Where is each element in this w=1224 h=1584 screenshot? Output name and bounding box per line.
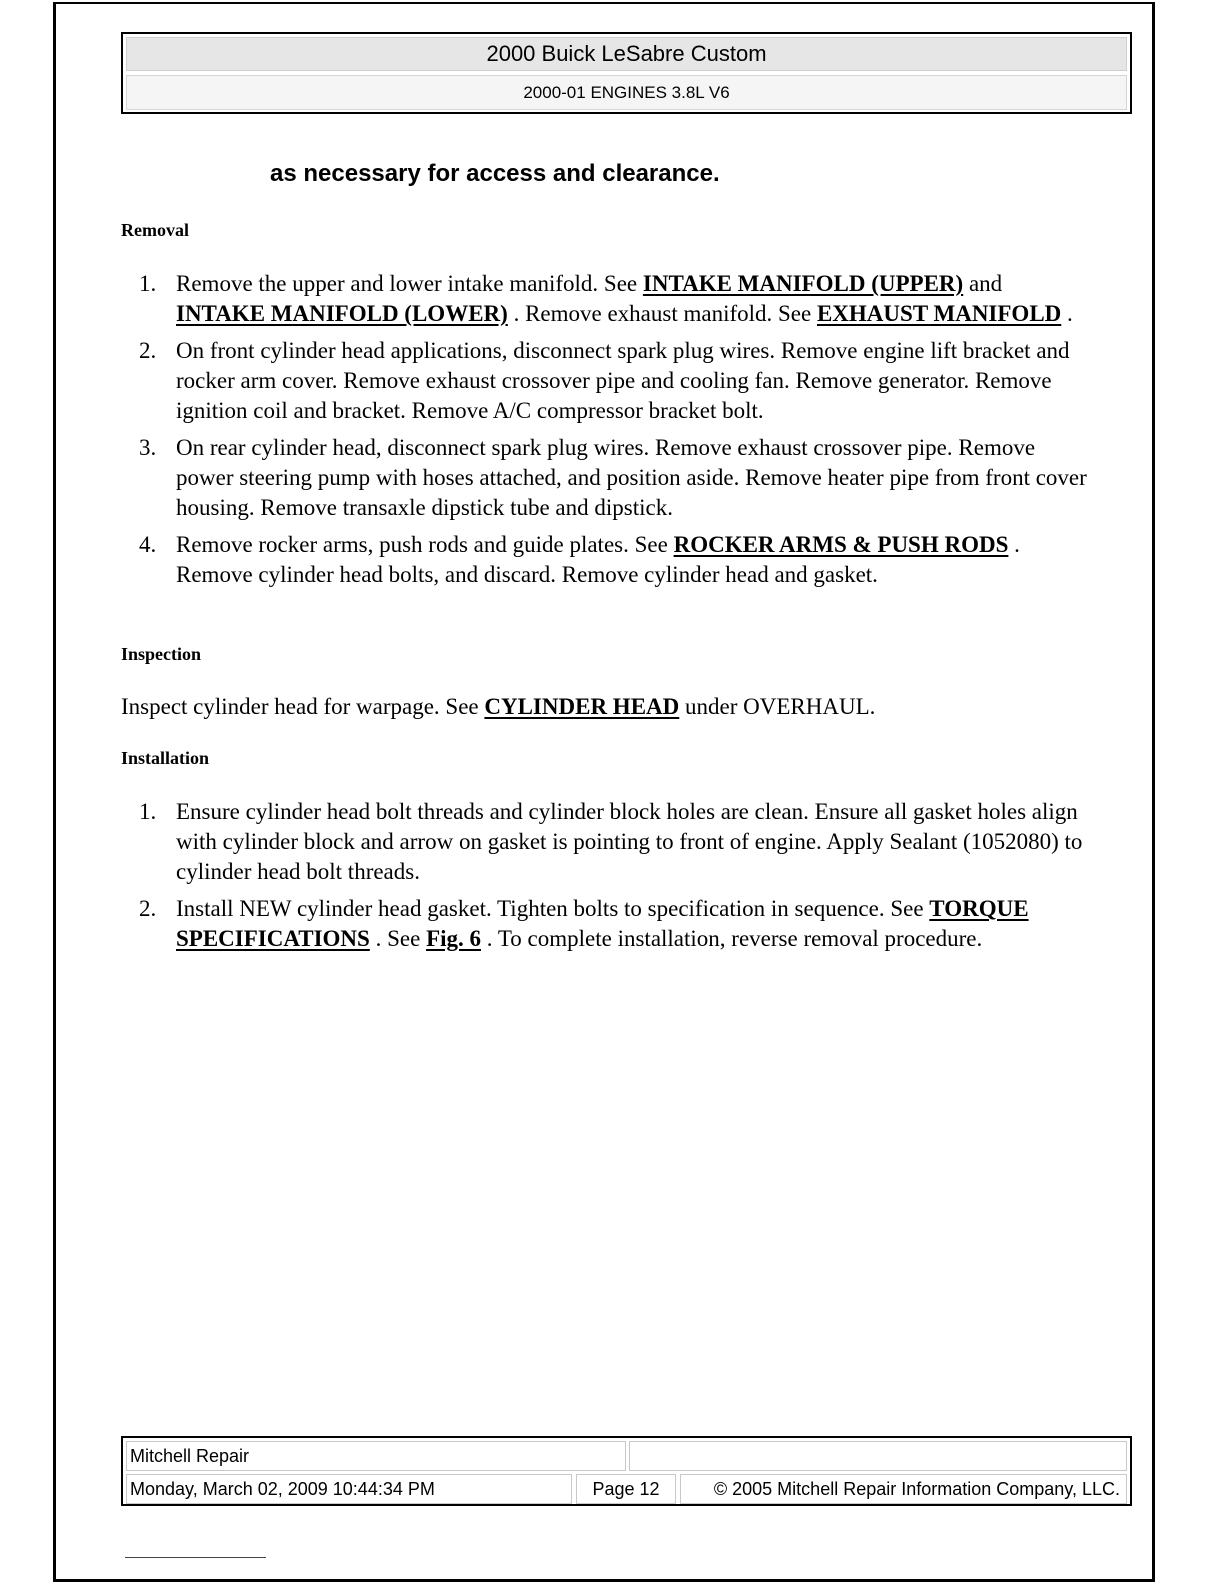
lead-line: as necessary for access and clearance. (270, 160, 720, 187)
installation-steps (121, 797, 1096, 961)
list-item (121, 797, 1096, 887)
inspection-text-part: Inspect cylinder head for warpage. See (121, 694, 485, 719)
intake-manifold-upper-link[interactable]: INTAKE MANIFOLD (UPPER) (642, 271, 964, 296)
step-text: . (1061, 301, 1073, 326)
list-item (121, 894, 1096, 954)
step-text: On rear cylinder head, disconnect spark plug wires. Remove exhaust crossover pipe. Remove power steering pump with hoses attached, and position aside. Remove heater pipe from front cover housing. Remove transaxle dipstick tube and dipstick. (176, 435, 1087, 520)
list-item (121, 530, 1096, 590)
footer-copyright: © 2005 Mitchell Repair Information Company, LLC. (680, 1474, 1127, 1504)
rocker-arms-push-rods-link[interactable]: ROCKER ARMS & PUSH RODS (673, 532, 1009, 557)
removal-heading: Removal (121, 220, 189, 240)
list-item (121, 269, 1096, 329)
list-item (121, 336, 1096, 426)
step-text: Ensure cylinder head bolt threads and cylinder block holes are clean. Ensure all gasket holes align with cylinder block and arrow on gasket is pointing to front of engine. Apply Sealant (1052080) to cylinder head bolt threads. (176, 799, 1083, 884)
inspection-heading: Inspection (121, 644, 202, 664)
step-text: . Remove cylinder head bolts, and discard. Remove cylinder head and gasket. (176, 532, 1020, 587)
section-subtitle: 2000-01 ENGINES 3.8L V6 (126, 75, 1127, 110)
bottom-divider (125, 1557, 266, 1558)
step-text: On front cylinder head applications, disconnect spark plug wires. Remove engine lift bracket and rocker arm cover. Remove exhaust crossover pipe and cooling fan. Remove generator. Remove ignition coil and bracket. Remove A/C compressor bracket bolt. (176, 338, 1070, 423)
torque-specifications-link[interactable]: TORQUE SPECIFICATIONS (176, 896, 1029, 951)
footer-empty-cell (629, 1441, 1127, 1471)
step-text: Install NEW cylinder head gasket. Tighten bolts to specification in sequence. See (176, 896, 930, 921)
intake-manifold-lower-link[interactable]: INTAKE MANIFOLD (LOWER) (176, 301, 508, 326)
list-item (121, 433, 1096, 523)
step-text: . See (369, 926, 427, 951)
inspection-text (121, 692, 1101, 722)
removal-steps (121, 269, 1096, 597)
footer-date: Monday, March 02, 2009 10:44:34 PM (126, 1474, 572, 1504)
step-text: and (963, 271, 1003, 296)
document-header (121, 32, 1132, 114)
step-text: Remove the upper and lower intake manifold. See (176, 271, 643, 296)
cylinder-head-link[interactable]: CYLINDER HEAD (484, 694, 680, 719)
step-number: 2. (139, 896, 157, 921)
step-number: 2. (139, 338, 157, 363)
step-text: . To complete installation, reverse removal procedure. (481, 926, 983, 951)
step-number: 1. (139, 799, 157, 824)
step-number: 1. (139, 271, 157, 296)
step-number: 4. (139, 532, 157, 557)
exhaust-manifold-link[interactable]: EXHAUST MANIFOLD (816, 301, 1062, 326)
document-footer (121, 1436, 1132, 1506)
step-text: Remove rocker arms, push rods and guide plates. See (176, 532, 674, 557)
step-number: 3. (139, 435, 157, 460)
fig-6-link[interactable]: Fig. 6 (426, 926, 482, 951)
page-border (53, 2, 1155, 1582)
footer-page-number: Page 12 (576, 1474, 676, 1504)
footer-company: Mitchell Repair (126, 1441, 626, 1471)
step-text: . Remove exhaust manifold. See (507, 301, 817, 326)
installation-heading: Installation (121, 748, 210, 768)
vehicle-title: 2000 Buick LeSabre Custom (126, 37, 1127, 71)
inspection-text-part: under OVERHAUL. (679, 694, 876, 719)
